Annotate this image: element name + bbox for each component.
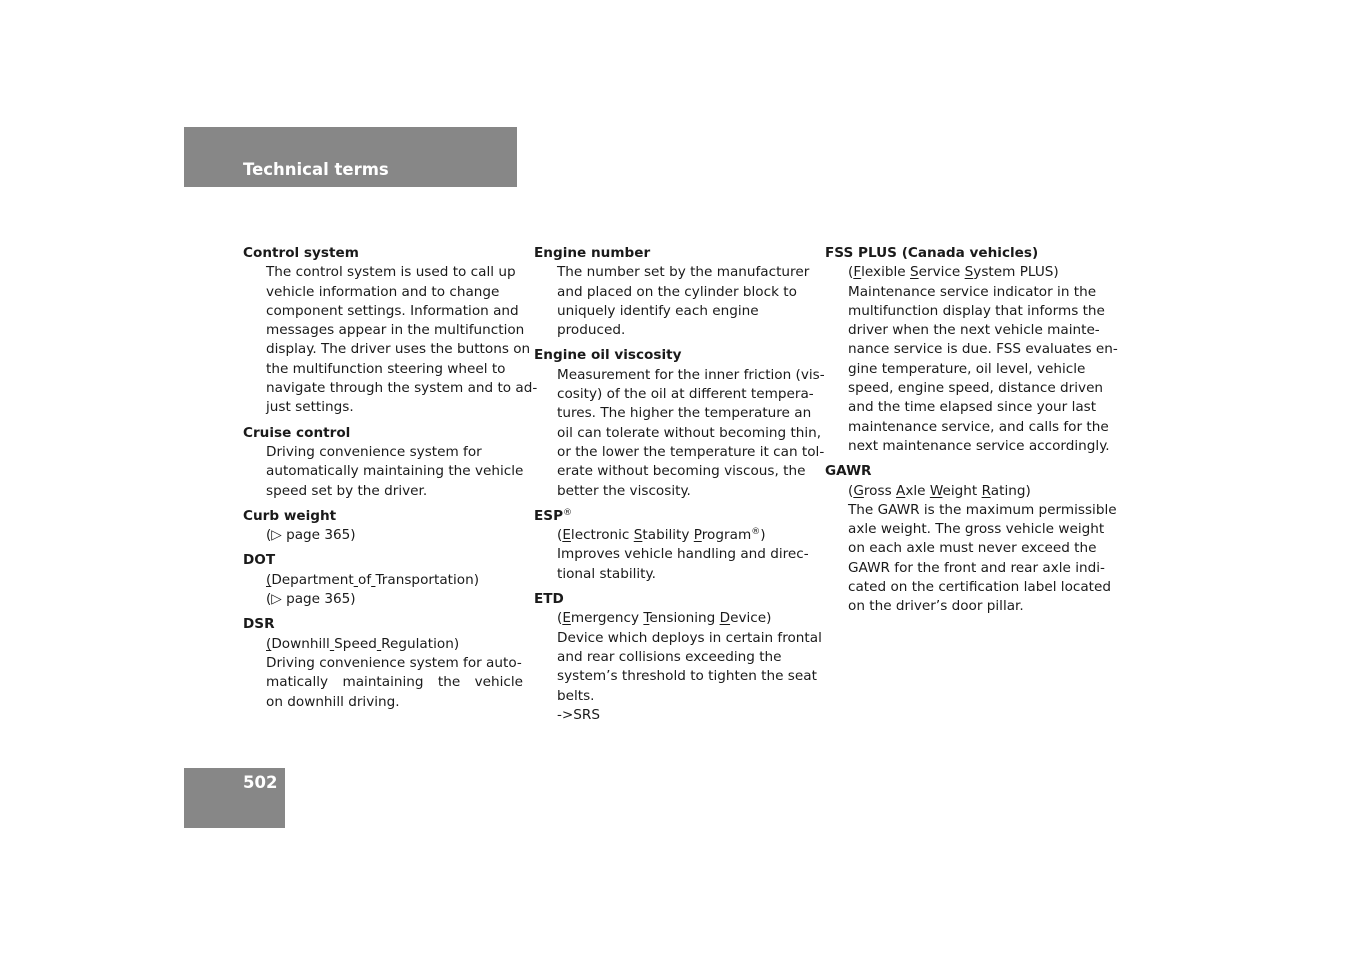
term-definition	[534, 366, 825, 501]
entry-control-system	[243, 244, 538, 418]
term-definition	[243, 571, 523, 610]
term-heading: DSR	[243, 616, 275, 633]
entry-cruise-control	[243, 424, 523, 501]
term-definition	[243, 635, 523, 712]
definition-line: automatically maintaining the vehicle	[266, 463, 524, 480]
definition-line: and placed on the cylinder block to	[557, 283, 797, 300]
definition-line: tional stability.	[557, 565, 656, 582]
definition-line: The number set by the manufacturer	[557, 264, 810, 281]
entry-curb-weight	[243, 507, 523, 546]
definition-line: messages appear in the multifunction	[266, 322, 525, 339]
definition-line: GAWR for the front and rear axle indi-	[848, 559, 1105, 576]
definition-line: display. The driver uses the buttons on	[266, 341, 531, 358]
definition-line: on downhill driving.	[266, 693, 400, 710]
column-3	[825, 244, 1118, 623]
entry-gawr	[825, 462, 1117, 616]
definition-line: speed set by the driver.	[266, 482, 428, 499]
term-heading: Control system	[243, 245, 359, 261]
definition-line: just settings.	[266, 399, 354, 416]
term-definition	[534, 263, 814, 340]
definition-line: and the time elapsed since your last	[848, 399, 1097, 416]
definition-line: The GAWR is the maximum permissible	[848, 501, 1117, 518]
page-number: 502	[243, 773, 278, 792]
definition-line: component settings. Information and	[266, 302, 519, 319]
definition-line: maintenance service, and calls for the	[848, 418, 1109, 435]
term-heading: GAWR	[825, 463, 872, 480]
term-definition	[243, 443, 523, 501]
definition-line: matically maintaining the vehicle	[266, 674, 523, 691]
term-definition	[825, 263, 1118, 456]
acronym-expansion-text: (Electronic Stability Program	[557, 527, 752, 544]
definition-line: Measurement for the inner friction (vis-	[557, 366, 825, 383]
definition-line: The control system is used to call up	[266, 264, 516, 281]
definition-line: axle weight. The gross vehicle weight	[848, 521, 1105, 538]
definition-line: and rear collisions exceeding the	[557, 648, 782, 665]
definition-line: uniquely identify each engine	[557, 302, 759, 319]
definition-line: Device which deploys in certain frontal	[557, 629, 822, 646]
definition-line: erate without becoming viscous, the	[557, 463, 806, 480]
definition-line: Driving convenience system for auto-	[266, 654, 522, 671]
cross-reference: ->SRS	[557, 706, 600, 723]
term-heading: Engine number	[534, 245, 651, 261]
definition-line: or the lower the temperature it can tol-	[557, 443, 825, 460]
acronym-expansion: (Flexible Service System PLUS)	[848, 264, 1059, 281]
page-number-tab	[184, 768, 285, 828]
term-heading: Cruise control	[243, 424, 351, 441]
definition-line: Improves vehicle handling and direc-	[557, 546, 809, 563]
entry-dot	[243, 551, 523, 609]
section-title: Technical terms	[243, 160, 389, 179]
definition-line: multifunction display that informs the	[848, 302, 1105, 319]
entry-engine-number	[534, 244, 814, 340]
definition-line: Driving convenience system for	[266, 443, 482, 460]
term-heading: ETD	[534, 591, 564, 608]
page-reference: (▷ page 365)	[266, 591, 356, 608]
page-reference: (▷ page 365)	[266, 527, 356, 544]
closing-parenthesis: )	[760, 527, 766, 544]
term-heading	[534, 507, 814, 526]
definition-line: better the viscosity.	[557, 482, 691, 499]
column-2	[534, 244, 825, 731]
definition-line: driver when the next vehicle mainte-	[848, 322, 1100, 339]
entry-engine-oil-viscosity	[534, 346, 825, 500]
definition-line: nance service is due. FSS evaluates en-	[848, 341, 1118, 358]
section-header-bar	[184, 127, 517, 187]
entry-dsr	[243, 615, 523, 711]
term-heading: FSS PLUS (Canada vehicles)	[825, 245, 1039, 261]
entry-etd	[534, 590, 822, 725]
definition-line: on each axle must never exceed the	[848, 540, 1097, 557]
term-definition	[243, 263, 538, 417]
term-heading-text: ESP	[534, 507, 564, 524]
entry-esp	[534, 507, 814, 584]
term-heading: Curb weight	[243, 507, 337, 524]
definition-line: Maintenance service indicator in the	[848, 283, 1097, 300]
definition-line: cosity) of the oil at different tempera-	[557, 386, 814, 403]
definition-line: vehicle information and to change	[266, 283, 500, 300]
definition-line: cated on the certification label located	[848, 579, 1112, 596]
column-1	[243, 244, 538, 718]
definition-line: system’s threshold to tighten the seat	[557, 668, 817, 685]
definition-line: next maintenance service accordingly.	[848, 437, 1110, 454]
acronym-expansion: (Downhill Speed Regulation)	[266, 635, 460, 652]
definition-line: on the driver’s door pillar.	[848, 598, 1024, 615]
term-definition	[243, 526, 523, 545]
definition-line: produced.	[557, 322, 626, 339]
registered-mark: ®	[751, 527, 761, 538]
definition-line: gine temperature, oil level, vehicle	[848, 360, 1086, 377]
definition-line: tures. The higher the temperature an	[557, 405, 812, 422]
term-definition	[534, 526, 814, 584]
definition-line: navigate through the system and to ad-	[266, 380, 538, 397]
acronym-expansion: (Gross Axle Weight Rating)	[848, 482, 1031, 499]
definition-line: speed, engine speed, distance driven	[848, 380, 1104, 397]
term-definition	[825, 482, 1117, 617]
definition-line: belts.	[557, 687, 595, 704]
term-heading: Engine oil viscosity	[534, 347, 682, 364]
definition-line: oil can tolerate without becoming thin,	[557, 424, 822, 441]
acronym-expansion: (Department of Transportation)	[266, 571, 480, 588]
acronym-expansion: (Emergency Tensioning Device)	[557, 610, 772, 627]
definition-line: the multifunction steering wheel to	[266, 360, 506, 377]
registered-mark: ®	[563, 507, 573, 518]
term-heading: DOT	[243, 552, 276, 569]
acronym-expansion	[557, 526, 814, 545]
entry-fss-plus	[825, 244, 1118, 456]
term-definition	[534, 609, 822, 725]
